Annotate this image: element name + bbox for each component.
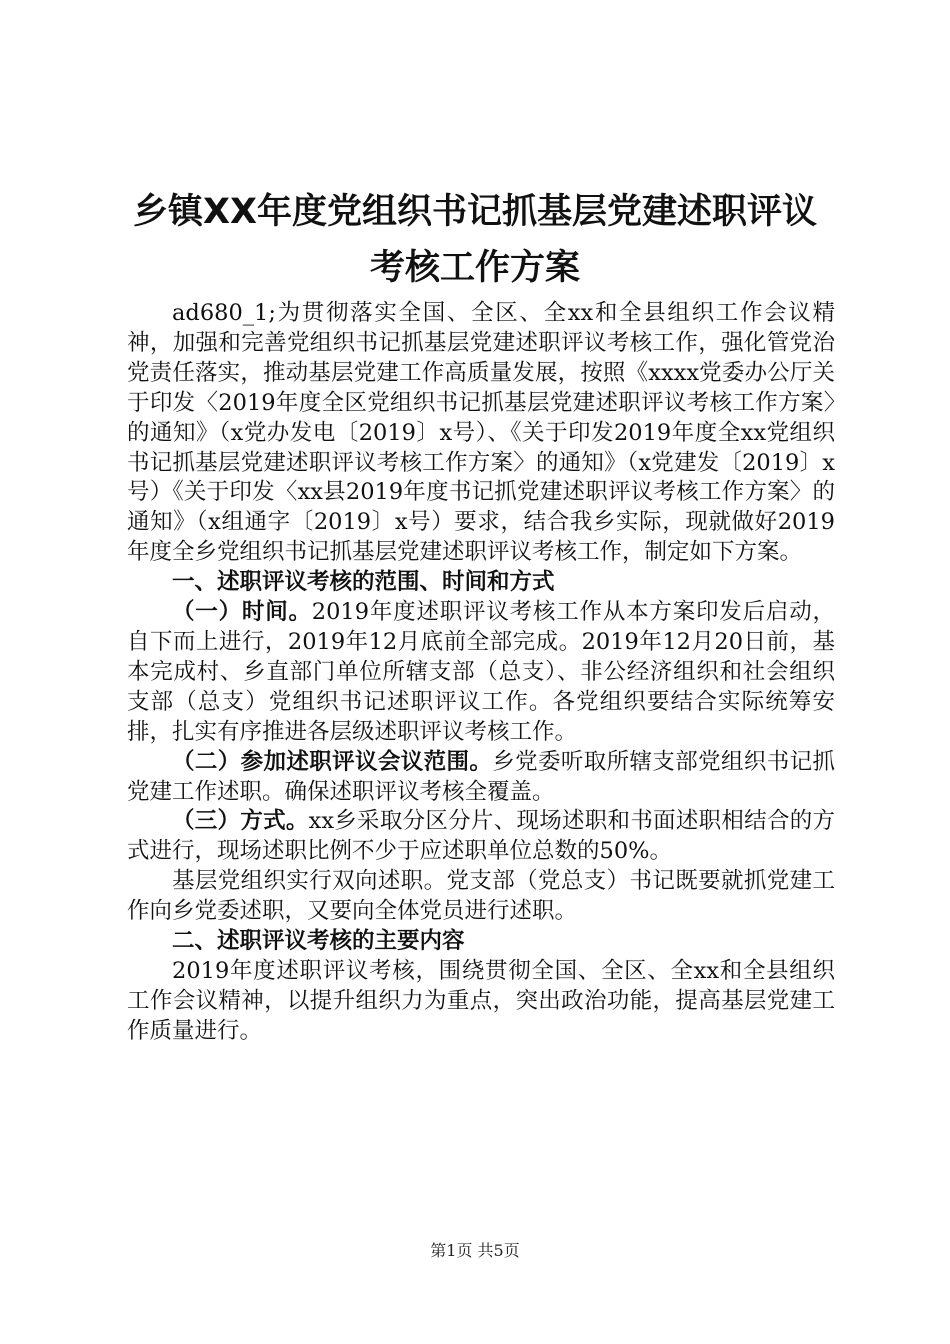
item-1-text: 2019年度述职评议考核工作从本方案印发后启动，自下而上进行，2019年12月底前全部完成。2019年12月20日前，基本完成村、乡直部门单位所辖支部（总支）、非公经济组织和社会组织支部（总支）党组织书记述职评议工作。各党组织要结合实际统筹安排，扎实有序推进各层级述职评议考核工作。: [127, 599, 835, 745]
section-2-heading: 二、述职评议考核的主要内容: [172, 928, 465, 955]
section-1-heading: 一、述职评议考核的范围、时间和方式: [172, 569, 555, 596]
item-3-paragraph: [127, 807, 835, 867]
intro-paragraph: ad680_1;为贯彻落实全国、全区、全xx和全县组织工作会议精神，加强和完善党组织书记抓基层党建述职评议考核工作，强化管党治党责任落实，推动基层党建工作高质量发展，按照《xxxx党委办公厅关于印发〈2019年度全区党组织书记抓基层党建述职评议考核工作方案〉的通知》（x党办发电〔2019〕x号）、《关于印发2019年度全xx党组织书记抓基层党建述职评议考核工作方案〉的通知》（x党建发〔2019〕x号）《关于印发〈xx县2019年度书记抓党建述职评议考核工作方案〉的通知》（x组通字〔2019〕x号）要求，结合我乡实际，现就做好2019年度全乡党组织书记抓基层党建述职评议考核工作，制定如下方案。: [127, 300, 835, 566]
dual-report-paragraph: 基层党组织实行双向述职。党支部（党总支）书记既要就抓党建工作向乡党委述职，又要向全体党员进行述职。: [127, 868, 835, 925]
item-1-paragraph: [127, 598, 835, 748]
item-2-lead: （二）参加述职评议会议范围。: [172, 748, 493, 775]
item-2-text: 乡党委听取所辖支部党组织书记抓党建工作述职。确保述职评议考核全覆盖。: [127, 748, 835, 805]
item-1-lead: （一）时间。: [172, 599, 312, 626]
item-2-paragraph: [127, 748, 835, 808]
section-2-paragraph: 2019年度述职评议考核，围绕贯彻全国、全区、全xx和全县组织工作会议精神，以提升组织力为重点，突出政治功能，提高基层党建工作质量进行。: [127, 957, 835, 1044]
document-body: [127, 299, 835, 1047]
item-3-lead: （三）方式。: [172, 808, 309, 835]
page-number: 第1页 共5页: [430, 1241, 520, 1260]
item-3-text: xx乡采取分区分片、现场述职和书面述职相结合的方式进行，现场述职比例不少于应述职单位总数的50%。: [127, 808, 835, 865]
document-title-line-1: 乡镇XX年度党组织书记抓基层党建述职评议: [133, 192, 817, 232]
document-title-line-2: 考核工作方案: [369, 248, 580, 288]
